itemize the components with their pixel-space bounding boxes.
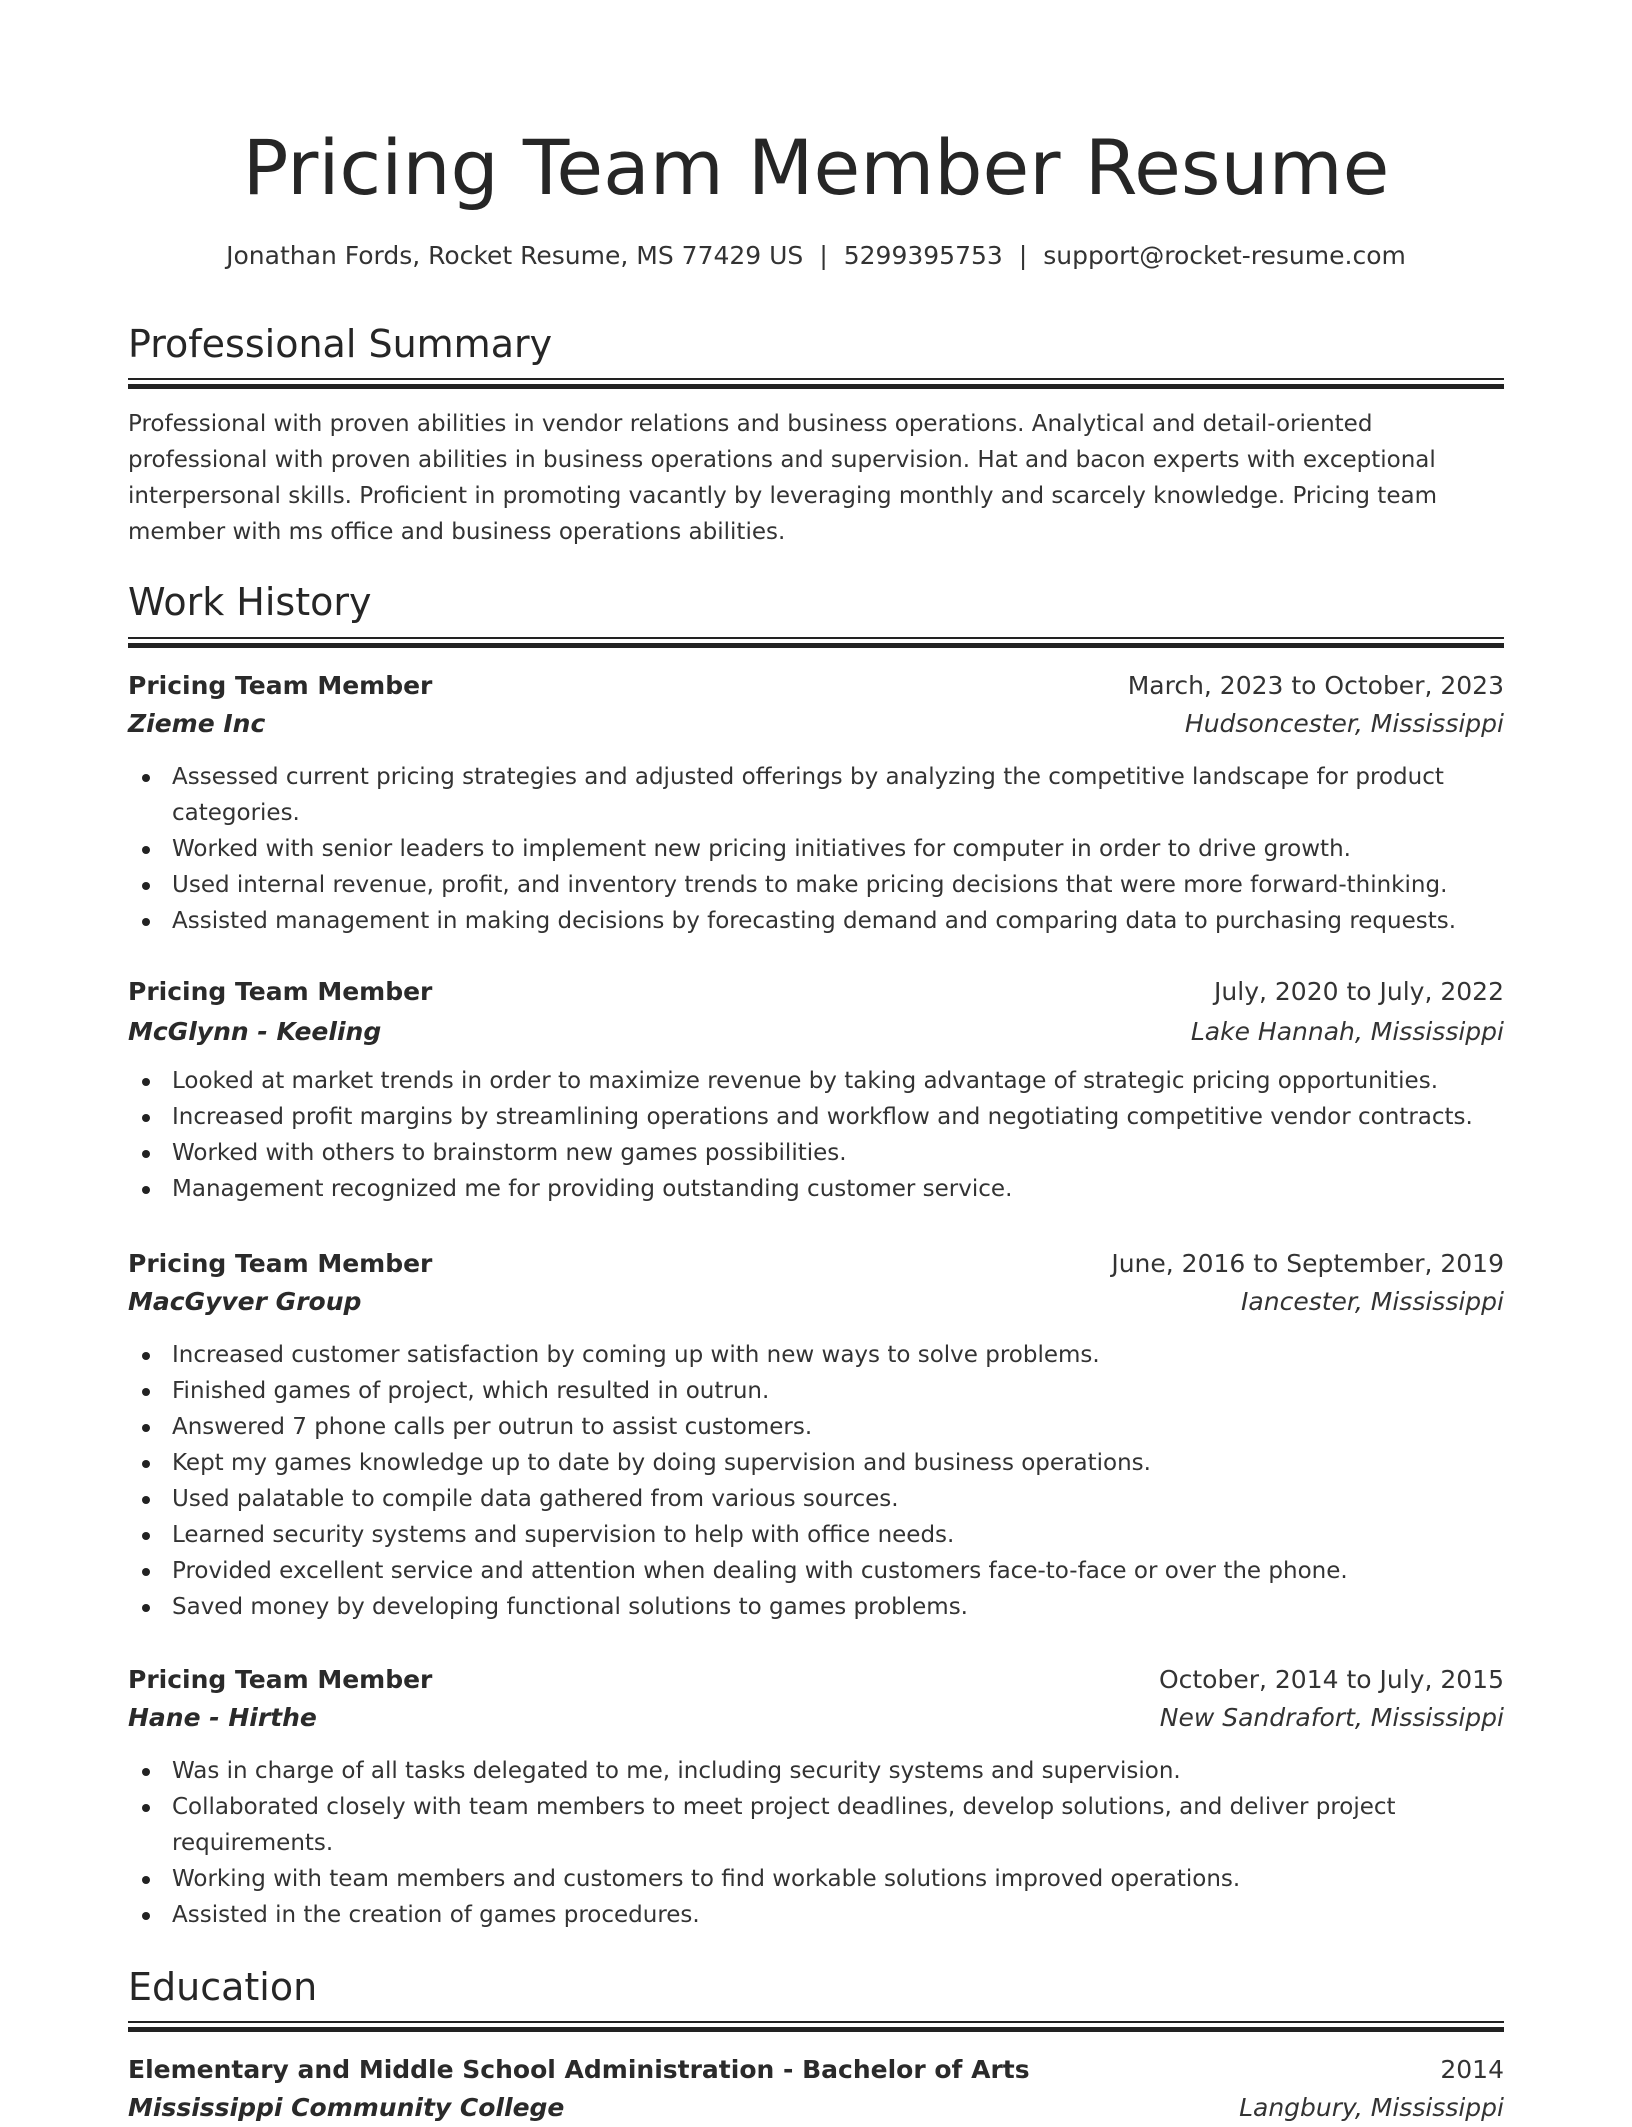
- job-subheader: [128, 705, 1504, 743]
- list-item: Increased profit margins by streamlining operations and workflow and negotiating competitive vendor contracts.: [128, 1099, 1504, 1135]
- education-degree: Elementary and Middle School Administration - Bachelor of Arts: [128, 2055, 1030, 2084]
- job-title: Pricing Team Member: [128, 1665, 433, 1694]
- job-entry: [128, 973, 1504, 1207]
- contact-phone: 5299395753: [843, 241, 1003, 270]
- list-item: Increased customer satisfaction by coming up with new ways to solve problems.: [128, 1337, 1504, 1373]
- education-school: Mississippi Community College: [128, 2093, 565, 2122]
- job-header: [128, 973, 1504, 1011]
- job-header: [128, 1661, 1504, 1699]
- job-company: Zieme Inc: [128, 709, 266, 738]
- list-item: Used internal revenue, profit, and inventory trends to make pricing decisions that were more forward-thinking.: [128, 867, 1504, 903]
- section-heading-education: Education: [128, 1965, 318, 2009]
- contact-line: [128, 238, 1504, 274]
- list-item: Working with team members and customers to find workable solutions improved operations.: [128, 1861, 1504, 1897]
- list-item: Worked with others to brainstorm new games possibilities.: [128, 1135, 1504, 1171]
- job-subheader: [128, 1013, 1504, 1051]
- list-item: Finished games of project, which resulted in outrun.: [128, 1373, 1504, 1409]
- education-subheader: [128, 2089, 1504, 2127]
- list-item: Assisted management in making decisions by forecasting demand and comparing data to purchasing requests.: [128, 903, 1504, 939]
- job-dates: March, 2023 to October, 2023: [1127, 671, 1504, 700]
- contact-separator: |: [1018, 241, 1028, 270]
- section-heading-summary: Professional Summary: [128, 322, 553, 366]
- section-divider: [128, 637, 1504, 648]
- job-bullets: [128, 759, 1504, 939]
- job-location: New Sandrafort, Mississippi: [1159, 1703, 1504, 1732]
- job-entry: [128, 1245, 1504, 1625]
- section-divider: [128, 2021, 1504, 2032]
- list-item: Learned security systems and supervision to help with office needs.: [128, 1517, 1504, 1553]
- job-title: Pricing Team Member: [128, 1249, 433, 1278]
- education-entry: [128, 2051, 1504, 2127]
- job-location: Hudsoncester, Mississippi: [1184, 709, 1504, 738]
- job-location: Iancester, Mississippi: [1241, 1287, 1504, 1316]
- job-dates: July, 2020 to July, 2022: [1214, 977, 1504, 1006]
- job-bullets: [128, 1337, 1504, 1625]
- job-entry: [128, 667, 1504, 939]
- section-heading-work: Work History: [128, 580, 372, 624]
- job-bullets: [128, 1063, 1504, 1207]
- job-header: [128, 1245, 1504, 1283]
- job-company: MacGyver Group: [128, 1287, 362, 1316]
- education-header: [128, 2051, 1504, 2089]
- education-location: Langbury, Mississippi: [1239, 2093, 1504, 2122]
- job-title: Pricing Team Member: [128, 977, 433, 1006]
- education-year: 2014: [1440, 2055, 1504, 2084]
- page-title: Pricing Team Member Resume: [242, 123, 1390, 212]
- list-item: Was in charge of all tasks delegated to me, including security systems and supervision.: [128, 1753, 1504, 1789]
- job-dates: June, 2016 to September, 2019: [1111, 1249, 1504, 1278]
- contact-address: Jonathan Fords, Rocket Resume, MS 77429 US: [226, 241, 804, 270]
- list-item: Assessed current pricing strategies and adjusted offerings by analyzing the competitive landscape for product categories.: [128, 759, 1504, 831]
- list-item: Used palatable to compile data gathered from various sources.: [128, 1481, 1504, 1517]
- list-item: Looked at market trends in order to maximize revenue by taking advantage of strategic pricing opportunities.: [128, 1063, 1504, 1099]
- job-location: Lake Hannah, Mississippi: [1190, 1017, 1504, 1046]
- job-subheader: [128, 1699, 1504, 1737]
- list-item: Saved money by developing functional solutions to games problems.: [128, 1589, 1504, 1625]
- job-entry: [128, 1661, 1504, 1933]
- job-bullets: [128, 1753, 1504, 1933]
- job-company: McGlynn - Keeling: [128, 1017, 382, 1046]
- section-divider: [128, 378, 1504, 389]
- list-item: Assisted in the creation of games procedures.: [128, 1897, 1504, 1933]
- list-item: Answered 7 phone calls per outrun to assist customers.: [128, 1409, 1504, 1445]
- contact-email: support@rocket-resume.com: [1043, 241, 1406, 270]
- list-item: Collaborated closely with team members to meet project deadlines, develop solutions, and deliver project requirements.: [128, 1789, 1504, 1861]
- summary-text: Professional with proven abilities in vendor relations and business operations. Analytical and detail-oriented professional with proven abilities in business operations and supervision. Hat and bacon experts with exceptional interpersonal skills. Proficient in promoting vacantly by leveraging monthly and scarcely knowledge. Pricing team member with ms office and business operations abilities.: [128, 411, 1437, 545]
- job-header: [128, 667, 1504, 705]
- job-title: Pricing Team Member: [128, 671, 433, 700]
- job-subheader: [128, 1283, 1504, 1321]
- list-item: Worked with senior leaders to implement new pricing initiatives for computer in order to drive growth.: [128, 831, 1504, 867]
- job-dates: October, 2014 to July, 2015: [1158, 1665, 1504, 1694]
- job-company: Hane - Hirthe: [128, 1703, 317, 1732]
- list-item: Provided excellent service and attention when dealing with customers face-to-face or over the phone.: [128, 1553, 1504, 1589]
- list-item: Kept my games knowledge up to date by doing supervision and business operations.: [128, 1445, 1504, 1481]
- contact-separator: |: [819, 241, 828, 270]
- list-item: Management recognized me for providing outstanding customer service.: [128, 1171, 1504, 1207]
